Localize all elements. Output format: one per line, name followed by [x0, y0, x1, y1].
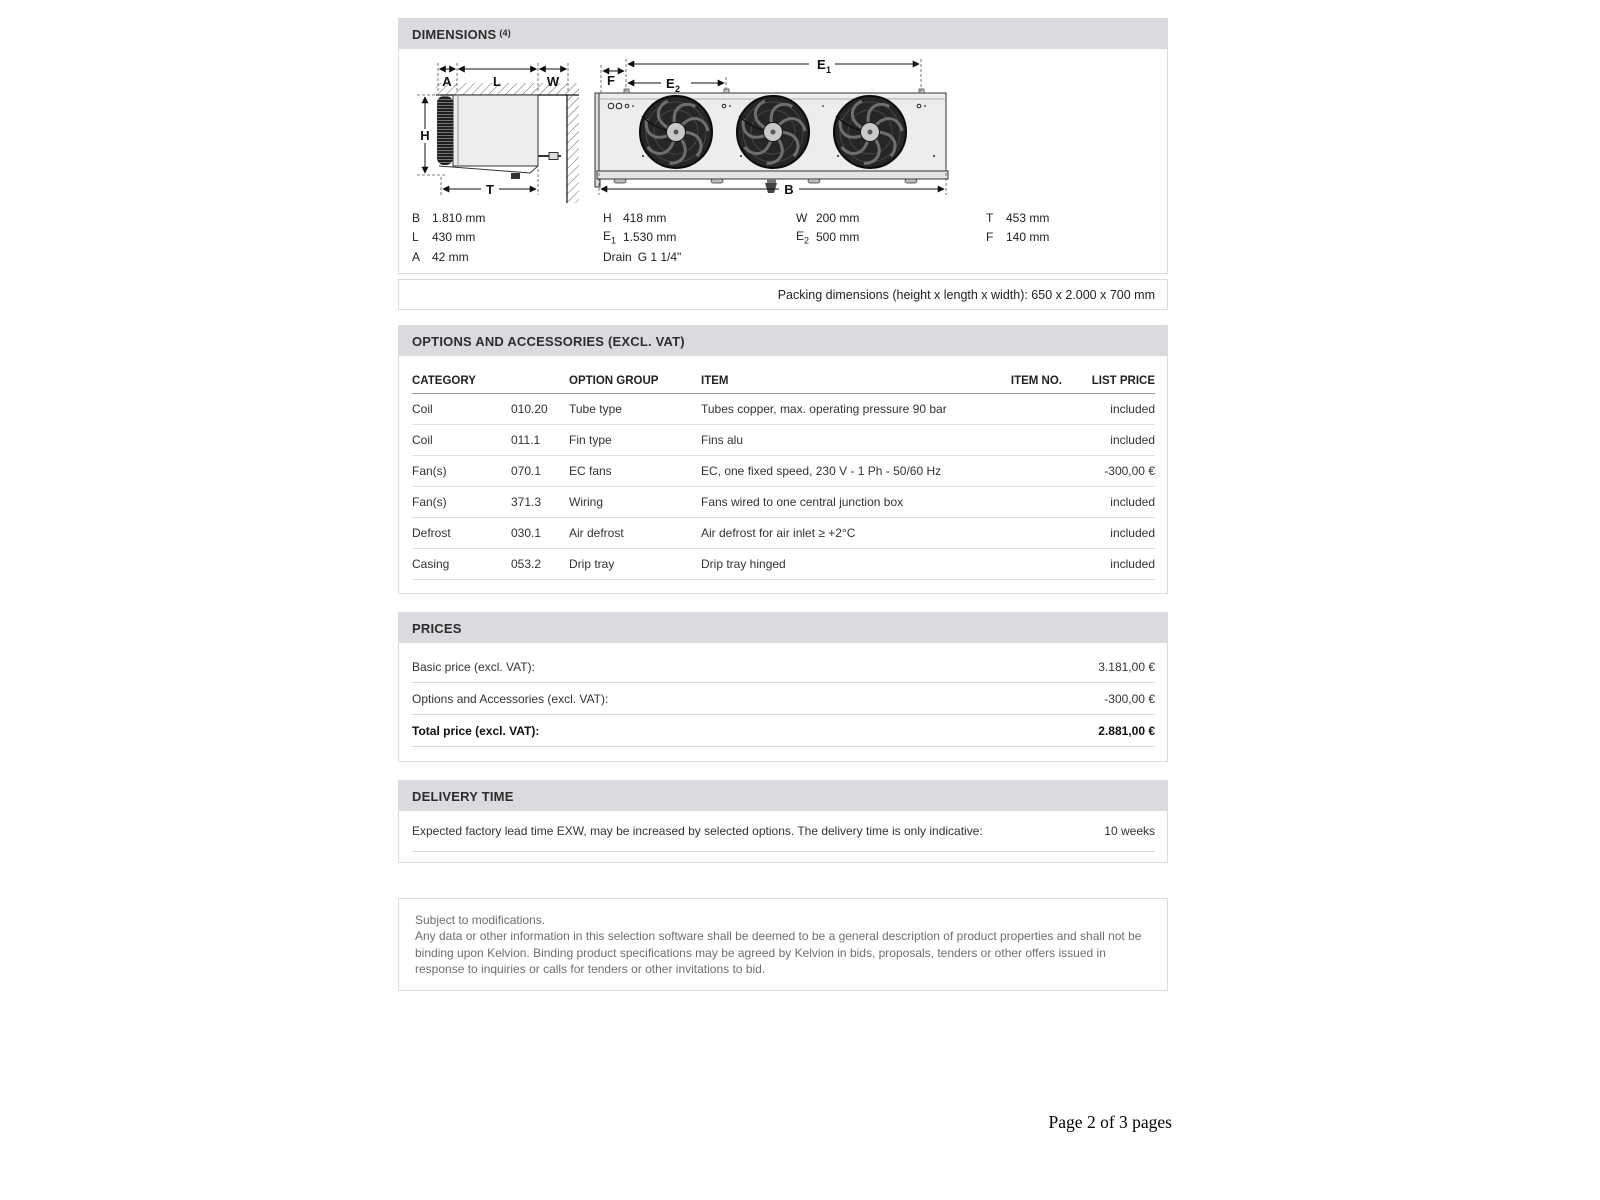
- table-row: Casing 053.2 Drip tray Drip tray hinged included: [412, 549, 1155, 580]
- col-item-no: ITEM NO.: [1010, 375, 1062, 387]
- table-row: Coil 010.20 Tube type Tubes copper, max. operating pressure 90 bar included: [412, 394, 1155, 425]
- side-view: [417, 63, 579, 203]
- dim-l: L 430 mm: [412, 230, 476, 245]
- options-title: OPTIONS AND ACCESSORIES (EXCL. VAT): [412, 333, 685, 349]
- dimensions-section: [398, 18, 1168, 274]
- delivery-section: [398, 780, 1168, 863]
- options-header: [399, 326, 1167, 356]
- svg-text:1: 1: [826, 65, 832, 75]
- svg-text:B: B: [784, 182, 794, 197]
- table-row: Defrost 030.1 Air defrost Air defrost for air inlet ≥ +2°C included: [412, 518, 1155, 549]
- price-row-total: Total price (excl. VAT): 2.881,00 €: [412, 715, 1155, 747]
- svg-text:A: A: [442, 74, 452, 89]
- front-view: [595, 57, 948, 197]
- dim-f: F 140 mm: [986, 230, 1050, 245]
- dim-w: W 200 mm: [796, 210, 860, 225]
- dim-a: A 42 mm: [412, 249, 469, 264]
- svg-text:F: F: [607, 73, 615, 88]
- delivery-header: [399, 781, 1167, 811]
- options-section: [398, 325, 1168, 594]
- price-row-options: Options and Accessories (excl. VAT): -300,00 €: [412, 683, 1155, 715]
- dim-b: B 1.810 mm: [412, 210, 486, 225]
- disclaimer-body: Any data or other information in this selection software shall be deemed to be a general description of product properties and shall not be binding upon Kelvion. Binding product specifications may be agreed by Kelvion in bids, proposals, tenders or other offers issued in response to inquiries or calls for tenders or other invitations to bid.: [415, 929, 1142, 976]
- dim-e1: $E_1$ 1.530 mm: [603, 229, 677, 246]
- packing-dimensions: [398, 279, 1168, 310]
- table-row: Coil 011.1 Fin type Fins alu included: [412, 425, 1155, 456]
- svg-text:2: 2: [675, 84, 681, 94]
- price-row-basic: Basic price (excl. VAT): 3.181,00 €: [412, 651, 1155, 683]
- col-category: CATEGORY: [412, 375, 476, 387]
- dimensions-header: [399, 19, 1167, 49]
- dimensions-footnote: (4): [499, 28, 511, 38]
- prices-section: [398, 612, 1168, 762]
- prices-header: [399, 613, 1167, 643]
- prices-table: [412, 651, 1155, 747]
- col-item: ITEM: [701, 375, 729, 387]
- table-row: Fan(s) 371.3 Wiring Fans wired to one central junction box included: [412, 487, 1155, 518]
- packing-text: Packing dimensions (height x length x width): 650 x 2.000 x 700 mm: [777, 287, 1155, 302]
- dim-t: T 453 mm: [986, 210, 1050, 225]
- options-table-header: [412, 356, 1155, 394]
- delivery-title: DELIVERY TIME: [412, 788, 514, 804]
- svg-text:L: L: [493, 74, 501, 89]
- table-row: Fan(s) 070.1 EC fans EC, one fixed speed, 230 V - 1 Ph - 50/60 Hz -300,00 €: [412, 456, 1155, 487]
- svg-text:E: E: [817, 57, 826, 72]
- dim-e2: $E_2$ 500 mm: [796, 229, 860, 246]
- svg-text:E: E: [666, 76, 675, 91]
- delivery-label: Expected factory lead time EXW, may be increased by selected options. The delivery time is only indicative:: [412, 824, 983, 838]
- dimension-values: [412, 208, 1167, 267]
- dimension-drawing: [411, 53, 1167, 208]
- dim-drain: Drain G 1 1/4": [603, 249, 682, 264]
- page-number: Page 2 of 3 pages: [1048, 1112, 1172, 1132]
- disclaimer-line1: Subject to modifications.: [415, 913, 546, 927]
- svg-text:W: W: [546, 74, 560, 89]
- document-page: [398, 18, 1168, 991]
- delivery-row: [412, 811, 1155, 852]
- col-list-price: LIST PRICE: [1091, 375, 1155, 387]
- svg-text:H: H: [420, 128, 430, 143]
- col-option-group: OPTION GROUP: [569, 375, 659, 387]
- disclaimer: [398, 898, 1168, 991]
- options-table: [412, 356, 1155, 580]
- prices-title: PRICES: [412, 620, 462, 636]
- dim-h: H 418 mm: [603, 210, 667, 225]
- dimensions-title: DIMENSIONS: [412, 26, 497, 42]
- delivery-value: 10 weeks: [1104, 824, 1155, 838]
- svg-text:T: T: [486, 182, 494, 197]
